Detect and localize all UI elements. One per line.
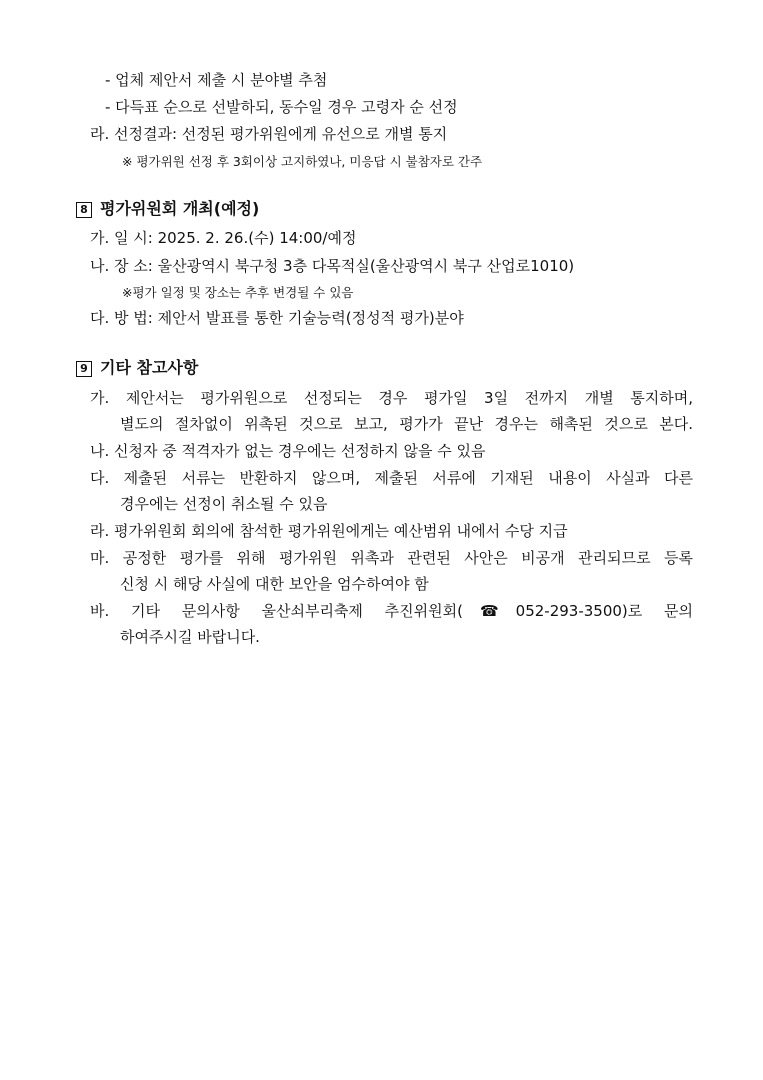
list-item-ma-cont: 신청 시 해당 사실에 대한 보안을 엄수하여야 함 <box>120 575 429 593</box>
section-8-heading <box>76 199 763 219</box>
list-item-da-cont: 경우에는 선정이 취소될 수 있음 <box>120 495 328 513</box>
dash-item-2: - 다득표 순으로 선발하되, 동수일 경우 고령자 순 선정 <box>105 98 458 116</box>
note-text: ※ 평가위원 선정 후 3회이상 고지하였나, 미응답 시 불참자로 간주 <box>122 154 483 169</box>
section-title: 평가위원회 개최(예정) <box>100 199 260 218</box>
list-item-da: 다. 방 법: 제안서 발표를 통한 기술능력(정성적 평가)분야 <box>90 309 464 327</box>
list-item-ba: 바. 기타 문의사항 울산쇠부리축제 추진위원회(☎052-293-3500)로 문의 <box>90 602 693 620</box>
list-item-ga: 가. 제안서는 평가위원으로 선정되는 경우 평가일 3일 전까지 개별 통지하며, <box>90 389 693 407</box>
section-number-box: 8 <box>76 202 92 218</box>
list-item-ba-cont: 하여주시길 바랍니다. <box>120 628 260 646</box>
list-item-ga-cont: 별도의 절차없이 위촉된 것으로 보고, 평가가 끝난 경우는 해촉된 것으로 본다. <box>120 415 693 433</box>
section-9-heading <box>76 358 763 378</box>
note-text: ※평가 일정 및 장소는 추후 변경될 수 있음 <box>122 285 354 300</box>
dash-item-1: - 업체 제안서 제출 시 분야별 추첨 <box>105 71 328 89</box>
list-item-ra: 라. 선정결과: 선정된 평가위원에게 유선으로 개별 통지 <box>90 125 448 143</box>
section-number-box: 9 <box>76 361 92 377</box>
list-item-na: 나. 신청자 중 적격자가 없는 경우에는 선정하지 않을 수 있음 <box>90 442 486 460</box>
list-item-ga: 가. 일 시: 2025. 2. 26.(수) 14:00/예정 <box>90 229 357 247</box>
list-item-da: 다. 제출된 서류는 반환하지 않으며, 제출된 서류에 기재된 내용이 사실과 다른 <box>90 469 693 487</box>
list-item-ma: 마. 공정한 평가를 위해 평가위원 위촉과 관련된 사안은 비공개 관리되므로 등록 <box>90 549 693 567</box>
section-title: 기타 참고사항 <box>100 358 199 377</box>
list-item-na: 나. 장 소: 울산광역시 북구청 3층 다목적실(울산광역시 북구 산업로1010) <box>90 257 575 275</box>
list-item-ra: 라. 평가위원회 회의에 참석한 평가위원에게는 예산범위 내에서 수당 지급 <box>90 522 568 540</box>
